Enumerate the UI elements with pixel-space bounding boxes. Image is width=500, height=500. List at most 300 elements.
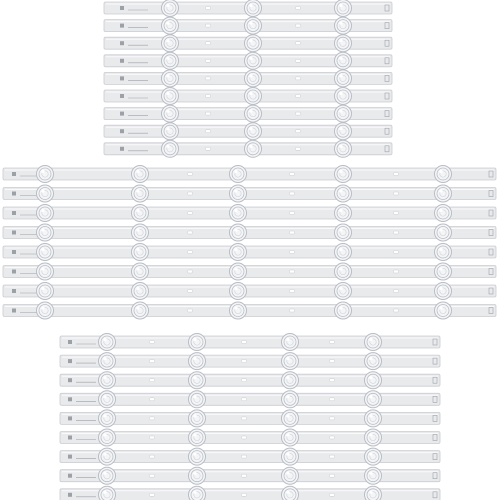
lens-glint xyxy=(369,338,372,341)
lens-glint xyxy=(234,306,237,309)
lens-glint xyxy=(249,39,252,42)
led-lens xyxy=(99,410,116,427)
lens-glint xyxy=(439,228,442,231)
lens-glint xyxy=(41,248,44,251)
lens-glint xyxy=(193,453,196,456)
lens-glint xyxy=(439,170,442,173)
lens-glint xyxy=(234,248,237,251)
mounting-hole xyxy=(242,360,247,363)
mounting-hole xyxy=(150,398,155,401)
led-lens xyxy=(132,205,149,222)
lens-glint xyxy=(439,267,442,270)
lens-glint xyxy=(193,472,196,475)
strip-marking xyxy=(68,436,72,440)
led-lens xyxy=(335,52,352,69)
led-strip xyxy=(60,467,440,484)
led-lens xyxy=(162,105,179,122)
led-strip xyxy=(3,185,496,202)
lens-glint xyxy=(286,357,289,360)
led-lens xyxy=(282,429,299,446)
led-lens xyxy=(245,70,262,87)
lens-glint xyxy=(103,357,106,360)
led-lens xyxy=(162,52,179,69)
lens-glint xyxy=(339,4,342,7)
strip-marking xyxy=(68,359,72,363)
led-lens xyxy=(162,123,179,140)
lens-glint xyxy=(166,39,169,42)
lens-glint xyxy=(136,170,139,173)
led-lens xyxy=(245,52,262,69)
led-lens xyxy=(365,429,382,446)
led-lens xyxy=(435,224,452,241)
led-lens xyxy=(365,410,382,427)
mounting-hole xyxy=(206,77,211,80)
strip-marking xyxy=(120,129,124,133)
led-lens xyxy=(282,448,299,465)
lens-glint xyxy=(339,189,342,192)
lens-glint xyxy=(166,110,169,113)
led-lens xyxy=(245,140,262,157)
led-lens xyxy=(245,0,262,17)
mounting-hole xyxy=(330,436,335,439)
lens-glint xyxy=(103,472,106,475)
led-strip xyxy=(60,353,440,370)
mounting-hole xyxy=(394,231,399,234)
mounting-hole xyxy=(242,493,247,496)
mounting-hole xyxy=(296,42,301,45)
lens-glint xyxy=(103,414,106,417)
led-lens xyxy=(435,185,452,202)
mounting-hole xyxy=(296,77,301,80)
led-strip xyxy=(60,429,440,446)
lens-glint xyxy=(136,228,139,231)
strip-marking xyxy=(68,416,72,420)
mounting-hole xyxy=(330,341,335,344)
lens-glint xyxy=(234,267,237,270)
mounting-hole xyxy=(394,212,399,215)
led-lens xyxy=(365,353,382,370)
led-lens xyxy=(335,302,352,319)
led-lens xyxy=(335,205,352,222)
led-lens xyxy=(99,353,116,370)
mounting-hole xyxy=(206,95,211,98)
mounting-hole xyxy=(290,290,295,293)
lens-glint xyxy=(339,57,342,60)
led-strip xyxy=(3,244,496,261)
lens-glint xyxy=(103,376,106,379)
led-lens xyxy=(365,448,382,465)
led-lens xyxy=(335,70,352,87)
lens-glint xyxy=(166,92,169,95)
led-strip xyxy=(104,17,392,34)
lens-glint xyxy=(249,4,252,7)
strip-marking xyxy=(12,250,16,254)
led-strip xyxy=(3,283,496,300)
lens-glint xyxy=(249,74,252,77)
led-strip xyxy=(104,105,392,122)
lens-glint xyxy=(286,433,289,436)
led-lens xyxy=(37,185,54,202)
mounting-hole xyxy=(150,379,155,382)
long-strips-group xyxy=(3,166,496,320)
lens-glint xyxy=(339,209,342,212)
led-strip xyxy=(60,372,440,389)
lens-glint xyxy=(339,267,342,270)
led-strip xyxy=(104,0,392,17)
lens-glint xyxy=(103,453,106,456)
led-lens xyxy=(162,35,179,52)
mounting-hole xyxy=(296,24,301,27)
strip-marking xyxy=(12,211,16,215)
lens-glint xyxy=(439,209,442,212)
led-lens xyxy=(335,17,352,34)
mounting-hole xyxy=(330,398,335,401)
led-lens xyxy=(365,391,382,408)
lens-glint xyxy=(136,287,139,290)
lens-glint xyxy=(286,453,289,456)
led-lens xyxy=(335,0,352,17)
lens-glint xyxy=(369,357,372,360)
mounting-hole xyxy=(290,173,295,176)
mounting-hole xyxy=(188,192,193,195)
strip-marking xyxy=(68,493,72,497)
mounting-hole xyxy=(330,493,335,496)
short-strips-group xyxy=(104,0,392,157)
lens-glint xyxy=(369,433,372,436)
led-lens xyxy=(37,205,54,222)
led-strip xyxy=(60,391,440,408)
lens-glint xyxy=(41,170,44,173)
mounting-hole xyxy=(394,173,399,176)
mounting-hole xyxy=(206,42,211,45)
mounting-hole xyxy=(296,112,301,115)
led-lens xyxy=(162,17,179,34)
lens-glint xyxy=(234,170,237,173)
medium-strips-group xyxy=(60,334,440,500)
lens-glint xyxy=(339,127,342,130)
lens-glint xyxy=(339,306,342,309)
led-strip xyxy=(104,52,392,69)
mounting-hole xyxy=(188,290,193,293)
led-lens xyxy=(435,302,452,319)
led-lens xyxy=(132,283,149,300)
led-lens xyxy=(99,372,116,389)
mounting-hole xyxy=(330,360,335,363)
lens-glint xyxy=(339,228,342,231)
lens-glint xyxy=(339,110,342,113)
led-lens xyxy=(189,353,206,370)
led-lens xyxy=(365,334,382,351)
led-lens xyxy=(189,334,206,351)
lens-glint xyxy=(234,189,237,192)
lens-glint xyxy=(193,338,196,341)
led-lens xyxy=(365,486,382,500)
mounting-hole xyxy=(290,231,295,234)
led-lens xyxy=(335,263,352,280)
led-lens xyxy=(435,244,452,261)
led-lens xyxy=(245,17,262,34)
led-lens xyxy=(37,166,54,183)
mounting-hole xyxy=(296,7,301,10)
lens-glint xyxy=(41,189,44,192)
led-lens xyxy=(282,334,299,351)
lens-glint xyxy=(193,414,196,417)
lens-glint xyxy=(103,395,106,398)
lens-glint xyxy=(369,414,372,417)
lens-glint xyxy=(136,209,139,212)
led-lens xyxy=(435,166,452,183)
led-lens xyxy=(132,302,149,319)
led-lens xyxy=(189,448,206,465)
mounting-hole xyxy=(242,398,247,401)
strip-marking xyxy=(12,309,16,313)
led-lens xyxy=(37,244,54,261)
mounting-hole xyxy=(150,436,155,439)
led-strip xyxy=(3,263,496,280)
lens-glint xyxy=(439,306,442,309)
mounting-hole xyxy=(206,24,211,27)
lens-glint xyxy=(339,287,342,290)
mounting-hole xyxy=(242,436,247,439)
mounting-hole xyxy=(150,341,155,344)
mounting-hole xyxy=(206,130,211,133)
lens-glint xyxy=(41,267,44,270)
lens-glint xyxy=(286,414,289,417)
lens-glint xyxy=(41,287,44,290)
lens-glint xyxy=(136,189,139,192)
led-lens xyxy=(335,244,352,261)
led-lens xyxy=(99,429,116,446)
led-strip xyxy=(60,486,440,500)
led-lens xyxy=(132,185,149,202)
mounting-hole xyxy=(290,212,295,215)
led-lens xyxy=(99,448,116,465)
strip-marking xyxy=(120,112,124,116)
led-lens xyxy=(335,140,352,157)
lens-glint xyxy=(193,376,196,379)
led-lens xyxy=(230,263,247,280)
mounting-hole xyxy=(290,251,295,254)
lens-glint xyxy=(286,376,289,379)
led-lens xyxy=(282,410,299,427)
mounting-hole xyxy=(242,474,247,477)
mounting-hole xyxy=(150,360,155,363)
lens-glint xyxy=(103,491,106,494)
led-lens xyxy=(365,372,382,389)
led-lens xyxy=(189,391,206,408)
led-strip xyxy=(3,224,496,241)
led-lens xyxy=(230,224,247,241)
led-lens xyxy=(162,70,179,87)
led-lens xyxy=(37,302,54,319)
strip-marking xyxy=(12,270,16,274)
led-strip xyxy=(60,410,440,427)
lens-glint xyxy=(234,209,237,212)
led-lens xyxy=(335,166,352,183)
led-lens xyxy=(37,224,54,241)
led-lens xyxy=(99,486,116,500)
led-lens xyxy=(230,283,247,300)
led-lens xyxy=(189,372,206,389)
led-lens xyxy=(99,391,116,408)
strip-marking xyxy=(120,94,124,98)
lens-glint xyxy=(339,22,342,25)
lens-glint xyxy=(369,472,372,475)
lens-glint xyxy=(249,145,252,148)
lens-glint xyxy=(439,248,442,251)
lens-glint xyxy=(339,92,342,95)
mounting-hole xyxy=(242,417,247,420)
strip-marking xyxy=(120,41,124,45)
lens-glint xyxy=(103,338,106,341)
led-lens xyxy=(365,467,382,484)
led-lens xyxy=(189,410,206,427)
lens-glint xyxy=(136,248,139,251)
mounting-hole xyxy=(206,112,211,115)
lens-glint xyxy=(136,267,139,270)
led-lens xyxy=(335,224,352,241)
led-lens xyxy=(435,283,452,300)
mounting-hole xyxy=(188,309,193,312)
mounting-hole xyxy=(394,251,399,254)
mounting-hole xyxy=(330,379,335,382)
mounting-hole xyxy=(206,59,211,62)
strip-marking xyxy=(68,455,72,459)
lens-glint xyxy=(166,145,169,148)
mounting-hole xyxy=(188,251,193,254)
led-lens xyxy=(230,185,247,202)
lens-glint xyxy=(166,74,169,77)
led-lens xyxy=(335,35,352,52)
led-lens xyxy=(132,263,149,280)
led-lens xyxy=(335,185,352,202)
mounting-hole xyxy=(290,270,295,273)
led-lens xyxy=(230,166,247,183)
mounting-hole xyxy=(206,147,211,150)
lens-glint xyxy=(286,472,289,475)
strip-marking xyxy=(68,378,72,382)
strip-marking xyxy=(12,172,16,176)
lens-glint xyxy=(249,57,252,60)
mounting-hole xyxy=(394,309,399,312)
led-lens xyxy=(282,486,299,500)
led-strip xyxy=(60,334,440,351)
mounting-hole xyxy=(242,455,247,458)
lens-glint xyxy=(339,145,342,148)
led-lens xyxy=(37,283,54,300)
strip-marking xyxy=(68,474,72,478)
mounting-hole xyxy=(296,130,301,133)
led-strip xyxy=(104,123,392,140)
mounting-hole xyxy=(150,417,155,420)
strip-marking xyxy=(120,59,124,63)
lens-glint xyxy=(339,248,342,251)
lens-glint xyxy=(234,228,237,231)
led-lens xyxy=(162,88,179,105)
led-strip xyxy=(104,70,392,87)
lens-glint xyxy=(166,127,169,130)
mounting-hole xyxy=(188,173,193,176)
mounting-hole xyxy=(206,7,211,10)
mounting-hole xyxy=(188,231,193,234)
lens-glint xyxy=(286,491,289,494)
mounting-hole xyxy=(290,309,295,312)
lens-glint xyxy=(193,433,196,436)
lens-glint xyxy=(339,170,342,173)
lens-glint xyxy=(249,110,252,113)
strip-marking xyxy=(120,6,124,10)
mounting-hole xyxy=(188,212,193,215)
lens-glint xyxy=(369,395,372,398)
lens-glint xyxy=(41,209,44,212)
lens-glint xyxy=(369,453,372,456)
led-lens xyxy=(189,486,206,500)
led-lens xyxy=(245,105,262,122)
led-lens xyxy=(245,123,262,140)
led-lens xyxy=(245,88,262,105)
lens-glint xyxy=(339,39,342,42)
mounting-hole xyxy=(188,270,193,273)
led-strip xyxy=(104,140,392,157)
strip-marking xyxy=(12,289,16,293)
led-strip xyxy=(3,166,496,183)
led-lens xyxy=(99,467,116,484)
mounting-hole xyxy=(150,455,155,458)
mounting-hole xyxy=(150,493,155,496)
lens-glint xyxy=(193,491,196,494)
led-lens xyxy=(435,263,452,280)
led-lens xyxy=(435,205,452,222)
mounting-hole xyxy=(296,147,301,150)
led-lens xyxy=(132,224,149,241)
mounting-hole xyxy=(394,192,399,195)
led-strip xyxy=(3,205,496,222)
strip-marking xyxy=(68,397,72,401)
led-lens xyxy=(230,302,247,319)
strip-marking xyxy=(120,76,124,80)
strip-marking xyxy=(120,24,124,28)
led-strip xyxy=(60,448,440,465)
strip-marking xyxy=(12,192,16,196)
led-lens xyxy=(132,166,149,183)
led-lens xyxy=(132,244,149,261)
lens-glint xyxy=(369,491,372,494)
led-lens xyxy=(245,35,262,52)
mounting-hole xyxy=(330,474,335,477)
strip-marking xyxy=(120,147,124,151)
lens-glint xyxy=(439,189,442,192)
led-lens xyxy=(335,105,352,122)
led-lens xyxy=(99,334,116,351)
led-lens xyxy=(282,467,299,484)
led-lens xyxy=(335,123,352,140)
mounting-hole xyxy=(330,455,335,458)
mounting-hole xyxy=(296,95,301,98)
mounting-hole xyxy=(242,341,247,344)
mounting-hole xyxy=(330,417,335,420)
led-lens xyxy=(230,244,247,261)
mounting-hole xyxy=(296,59,301,62)
lens-glint xyxy=(41,228,44,231)
lens-glint xyxy=(136,306,139,309)
lens-glint xyxy=(193,395,196,398)
lens-glint xyxy=(439,287,442,290)
led-strip xyxy=(3,302,496,319)
lens-glint xyxy=(103,433,106,436)
lens-glint xyxy=(286,395,289,398)
led-lens xyxy=(282,391,299,408)
led-lens xyxy=(335,88,352,105)
